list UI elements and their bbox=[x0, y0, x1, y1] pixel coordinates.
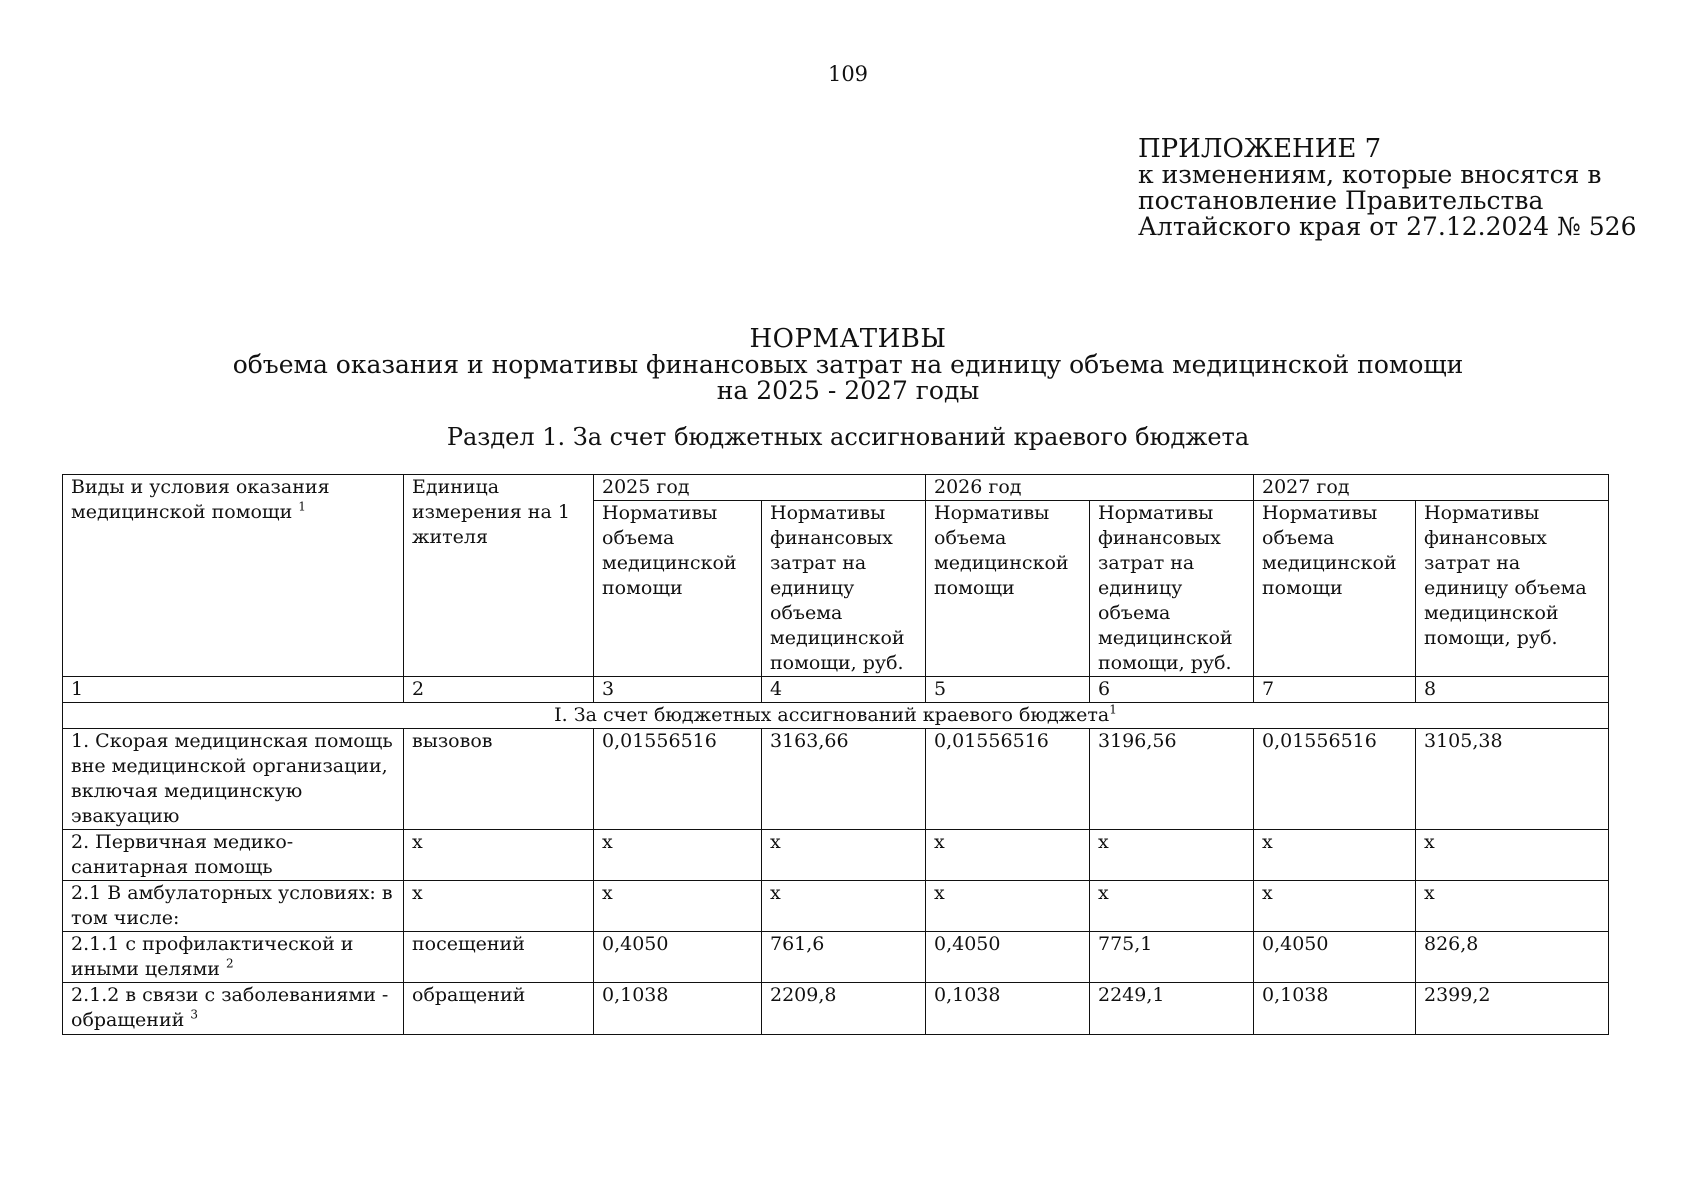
appendix-line: постановление Правительства bbox=[1138, 186, 1544, 215]
header-volume-norm: Нормативы объема медицинской помощи bbox=[1254, 501, 1416, 677]
row-value: 0,01556516 bbox=[1254, 729, 1416, 830]
header-kind: Виды и условия оказания медицинской помощи $^1$ bbox=[63, 475, 404, 677]
header-year: 2025 год bbox=[594, 475, 926, 501]
column-number: 2 bbox=[404, 677, 594, 703]
row-unit: х bbox=[404, 881, 594, 932]
norms-table bbox=[62, 474, 1609, 1035]
table-row bbox=[63, 729, 1609, 830]
row-value: х bbox=[1254, 830, 1416, 881]
document-subtitle-line: объема оказания и нормативы финансовых затрат на единицу объема медицинской помощи bbox=[232, 350, 1464, 379]
header-cost-norm: Нормативы финансовых затрат на единицу объема медицинской помощи, руб. bbox=[1416, 501, 1609, 677]
row-value: 761,6 bbox=[762, 932, 926, 983]
row-value: х bbox=[1090, 881, 1254, 932]
row-value: 3196,56 bbox=[1090, 729, 1254, 830]
header-year: 2027 год bbox=[1254, 475, 1609, 501]
row-value: х bbox=[1416, 881, 1609, 932]
row-value: х bbox=[762, 830, 926, 881]
row-name: 1. Скорая медицинская помощь вне медицинской организации, включая медицинскую эвакуацию bbox=[63, 729, 404, 830]
row-value: х bbox=[1254, 881, 1416, 932]
row-value: 0,01556516 bbox=[594, 729, 762, 830]
row-value: х bbox=[926, 830, 1090, 881]
row-value: 0,01556516 bbox=[926, 729, 1090, 830]
table-row bbox=[63, 932, 1609, 983]
row-value: х bbox=[926, 881, 1090, 932]
row-unit: посещений bbox=[404, 932, 594, 983]
row-value: 0,4050 bbox=[594, 932, 762, 983]
row-value: х bbox=[762, 881, 926, 932]
row-name: 2.1.1 с профилактической и иными целями $^2$ bbox=[63, 932, 404, 983]
row-value: х bbox=[594, 881, 762, 932]
row-name: 2. Первичная медико-санитарная помощь bbox=[63, 830, 404, 881]
header-volume-norm: Нормативы объема медицинской помощи bbox=[926, 501, 1090, 677]
row-value: 0,4050 bbox=[926, 932, 1090, 983]
column-number: 3 bbox=[594, 677, 762, 703]
row-value: х bbox=[594, 830, 762, 881]
row-value: 2249,1 bbox=[1090, 983, 1254, 1035]
row-value: х bbox=[1090, 830, 1254, 881]
column-number: 4 bbox=[762, 677, 926, 703]
appendix-line: Алтайского края от 27.12.2024 № 526 bbox=[1138, 212, 1637, 241]
row-value: 3105,38 bbox=[1416, 729, 1609, 830]
column-number: 5 bbox=[926, 677, 1090, 703]
header-year: 2026 год bbox=[926, 475, 1254, 501]
column-number: 8 bbox=[1416, 677, 1609, 703]
row-value: 2399,2 bbox=[1416, 983, 1609, 1035]
row-value: 0,1038 bbox=[594, 983, 762, 1035]
row-value: х bbox=[1416, 830, 1609, 881]
column-numbers-row bbox=[63, 677, 1609, 703]
table-row bbox=[63, 983, 1609, 1035]
group-row-label: I. За счет бюджетных ассигнований краевого бюджета$^1$ bbox=[63, 703, 1609, 729]
section-title: Раздел 1. За счет бюджетных ассигнований краевого бюджета bbox=[446, 423, 1250, 451]
document-main-title: НОРМАТИВЫ bbox=[749, 324, 947, 354]
appendix-title: ПРИЛОЖЕНИЕ 7 bbox=[1138, 134, 1382, 164]
row-value: 3163,66 bbox=[762, 729, 926, 830]
table-row bbox=[63, 881, 1609, 932]
row-unit: х bbox=[404, 830, 594, 881]
page-number: 109 bbox=[827, 62, 869, 86]
column-number: 6 bbox=[1090, 677, 1254, 703]
appendix-line: к изменениям, которые вносятся в bbox=[1138, 160, 1602, 189]
appendix-block bbox=[1138, 136, 1636, 240]
group-row bbox=[63, 703, 1609, 729]
row-name: 2.1 В амбулаторных условиях: в том числе: bbox=[63, 881, 404, 932]
row-value: 2209,8 bbox=[762, 983, 926, 1035]
row-unit: обращений bbox=[404, 983, 594, 1035]
row-unit: вызовов bbox=[404, 729, 594, 830]
row-value: 0,1038 bbox=[1254, 983, 1416, 1035]
header-cost-norm: Нормативы финансовых затрат на единицу объема медицинской помощи, руб. bbox=[1090, 501, 1254, 677]
header-volume-norm: Нормативы объема медицинской помощи bbox=[594, 501, 762, 677]
header-cost-norm: Нормативы финансовых затрат на единицу объема медицинской помощи, руб. bbox=[762, 501, 926, 677]
document-title bbox=[0, 326, 1696, 404]
row-value: 775,1 bbox=[1090, 932, 1254, 983]
table-header-row bbox=[63, 475, 1609, 501]
row-value: 0,1038 bbox=[926, 983, 1090, 1035]
table-row bbox=[63, 830, 1609, 881]
row-value: 826,8 bbox=[1416, 932, 1609, 983]
document-subtitle-line: на 2025 - 2027 годы bbox=[716, 376, 980, 405]
column-number: 1 bbox=[63, 677, 404, 703]
row-name: 2.1.2 в связи с заболеваниями - обращений $^3$ bbox=[63, 983, 404, 1035]
row-value: 0,4050 bbox=[1254, 932, 1416, 983]
header-unit: Единица измерения на 1 жителя bbox=[404, 475, 594, 677]
column-number: 7 bbox=[1254, 677, 1416, 703]
